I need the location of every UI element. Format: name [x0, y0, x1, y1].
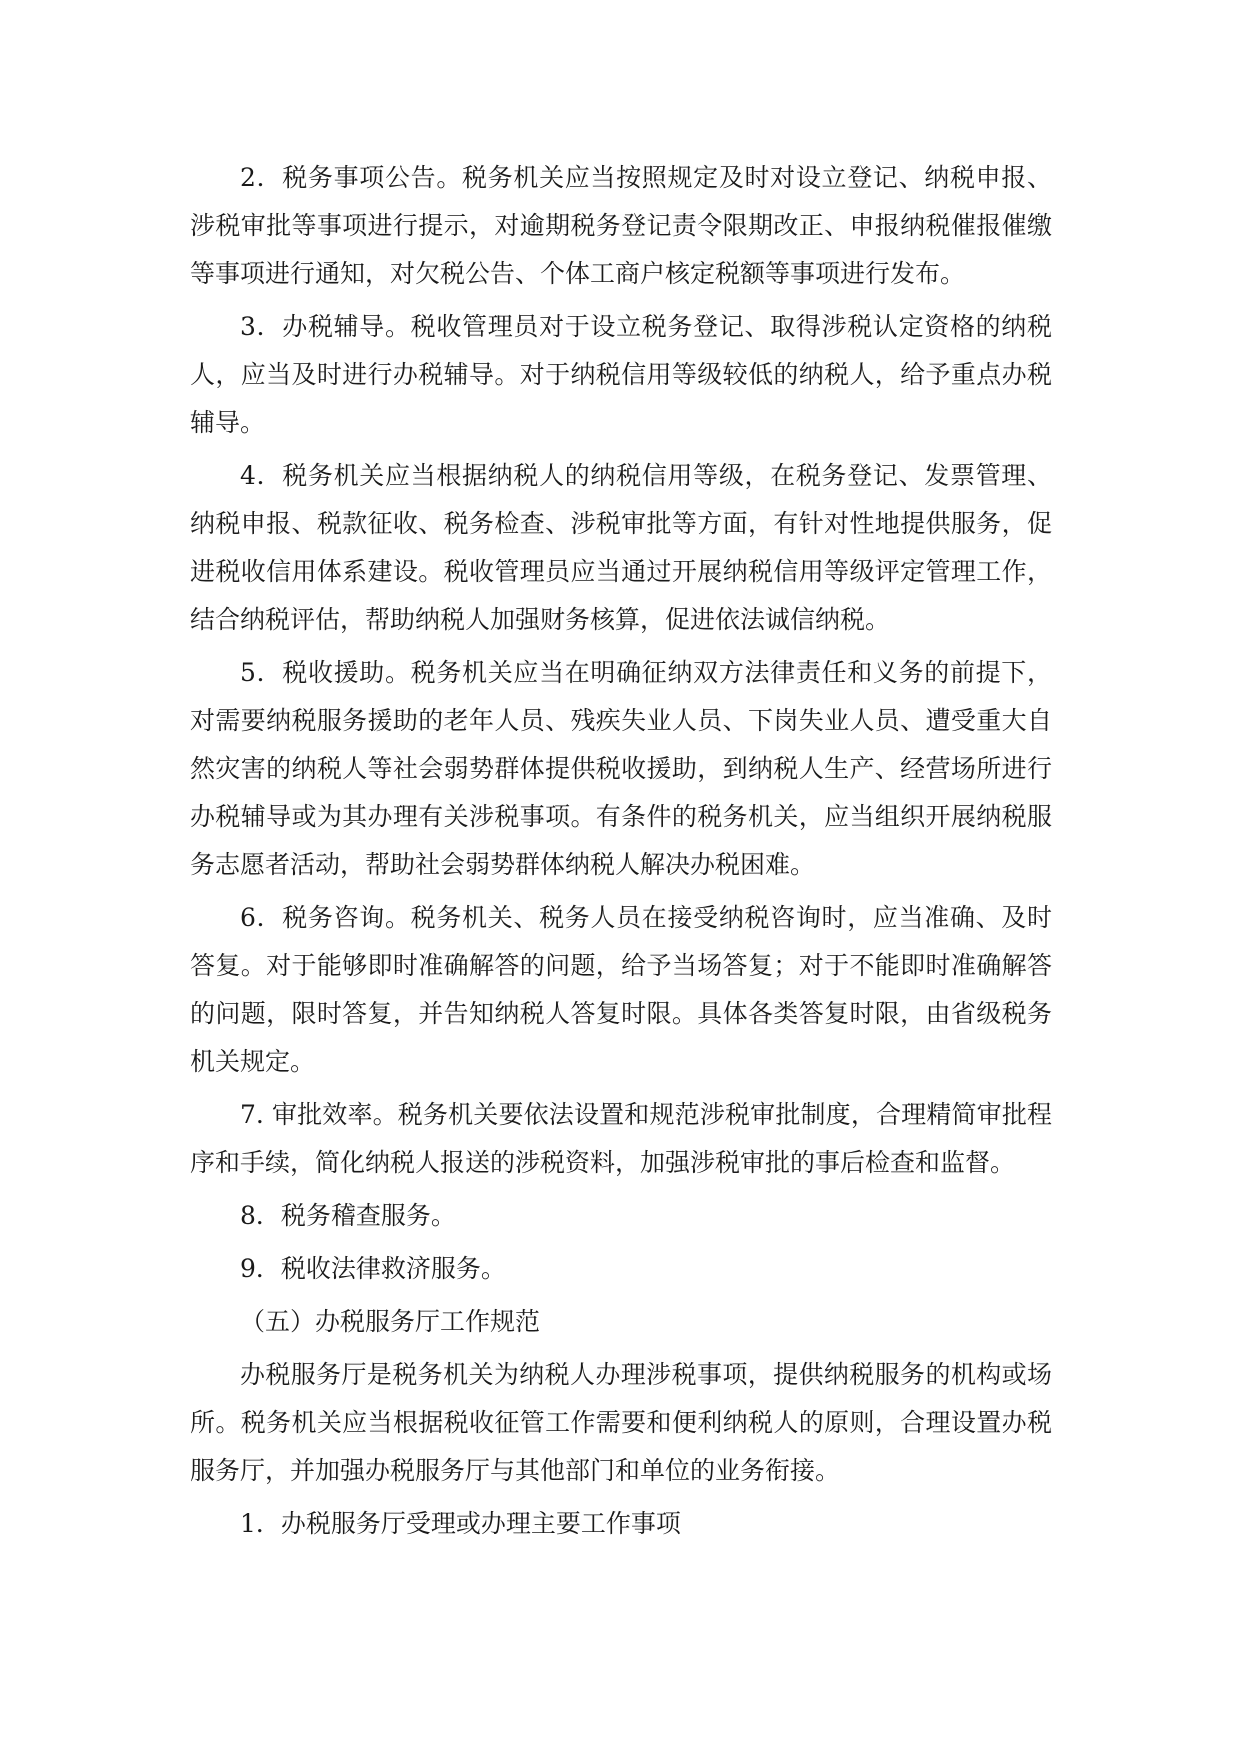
paragraph-tax-consultation: 6．税务咨询。税务机关、税务人员在接受纳税咨询时，应当准确、及时答复。对于能够即时准确解答的问题，给予当场答复；对于不能即时准确解答的问题，限时答复，并告知纳税人答复时限。具体各类答复时限，由省级税务机关规定。	[190, 903, 1052, 1076]
paragraph-credit-rating-service: 4．税务机关应当根据纳税人的纳税信用等级，在税务登记、发票管理、纳税申报、税款征收、税务检查、涉税审批等方面，有针对性地提供服务，促进税收信用体系建设。税收管理员应当通过开展纳税信用等级评定管理工作，结合纳税评估，帮助纳税人加强财务核算，促进依法诚信纳税。	[190, 461, 1052, 634]
paragraph-service-hall-definition: 办税服务厅是税务机关为纳税人办理涉税事项，提供纳税服务的机构或场所。税务机关应当根据税收征管工作需要和便利纳税人的原则，合理设置办税服务厅，并加强办税服务厅与其他部门和单位的业务衔接。	[190, 1360, 1052, 1485]
document-body	[190, 154, 1052, 1548]
paragraph-tax-assistance: 5．税收援助。税务机关应当在明确征纳双方法律责任和义务的前提下，对需要纳税服务援助的老年人员、残疾失业人员、下岗失业人员、遭受重大自然灾害的纳税人等社会弱势群体提供税收援助，到纳税人生产、经营场所进行办税辅导或为其办理有关涉税事项。有条件的税务机关，应当组织开展纳税服务志愿者活动，帮助社会弱势群体纳税人解决办税困难。	[190, 658, 1052, 879]
paragraph-tax-announcement: 2．税务事项公告。税务机关应当按照规定及时对设立登记、纳税申报、涉税审批等事项进行提示，对逾期税务登记责令限期改正、申报纳税催报催缴等事项进行通知，对欠税公告、个体工商户核定税额等事项进行发布。	[190, 163, 1052, 288]
section-heading-service-hall: （五）办税服务厅工作规范	[240, 1307, 541, 1336]
paragraph-tax-guidance: 3．办税辅导。税收管理员对于设立税务登记、取得涉税认定资格的纳税人，应当及时进行办税辅导。对于纳税信用等级较低的纳税人，给予重点办税辅导。	[190, 312, 1052, 437]
paragraph-legal-remedy-service: 9．税收法律救济服务。	[240, 1254, 506, 1283]
paragraph-approval-efficiency: 7. 审批效率。税务机关要依法设置和规范涉税审批制度，合理精简审批程序和手续，简化纳税人报送的涉税资料，加强涉税审批的事后检查和监督。	[190, 1100, 1052, 1177]
paragraph-tax-inspection-service: 8．税务稽查服务。	[240, 1201, 456, 1230]
paragraph-service-hall-items: 1．办税服务厅受理或办理主要工作事项	[240, 1509, 681, 1538]
